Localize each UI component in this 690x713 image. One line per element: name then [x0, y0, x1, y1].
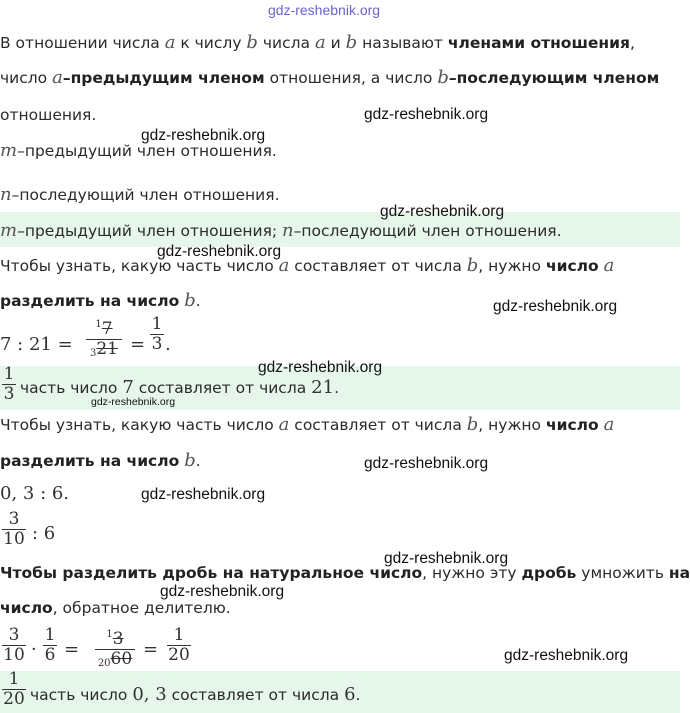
watermark: gdz-reshebnik.org — [258, 359, 383, 376]
watermark: gdz-reshebnik.org — [364, 106, 489, 123]
ex1-end: . — [165, 334, 171, 355]
members-answer: m–предыдущий член отношения; n–последующий член отношения. — [0, 220, 562, 241]
watermark: gdz-reshebnik.org — [160, 583, 285, 600]
ex2-answer-fraction: 1 20 — [3, 669, 25, 709]
watermark: gdz-reshebnik.org — [384, 550, 509, 567]
fraction-rule-line-1: Чтобы разделить дробь на натуральное число, нужно эту дробь умножить на — [0, 564, 690, 582]
watermark: gdz-reshebnik.org — [141, 486, 266, 503]
watermark-small: gdz-reshebnik.org — [91, 396, 176, 408]
ex1-eq: = — [130, 334, 146, 355]
definition-line-1: В отношении числа a к числу b числа a и b называют членами отношения, — [0, 32, 635, 53]
ex1-answer-fraction: 1 3 — [3, 364, 15, 404]
ex2-fraction: 3 10 — [3, 509, 25, 549]
ex2-eq-2: = — [143, 639, 159, 660]
ex1-result-fraction: 1 3 — [151, 314, 163, 354]
member-n-line: n–последующий член отношения. — [0, 184, 280, 205]
ex2-answer: часть число 0, 3 составляет от числа 6. — [30, 684, 361, 705]
watermark: gdz-reshebnik.org — [504, 647, 629, 664]
ex2-expr: 0, 3 : 6. — [0, 483, 70, 504]
ex2-div: : 6 — [32, 523, 56, 544]
watermark: gdz-reshebnik.org — [380, 203, 505, 220]
watermark: gdz-reshebnik.org — [493, 298, 618, 315]
rule-line-1: Чтобы узнать, какую часть число a составляет от числа b, нужно число a — [0, 255, 615, 276]
definition-line-2: число a–предыдущим членом отношения, а число b–последующим членом — [0, 67, 660, 88]
ex2-mul-fraction-1: 3 10 — [3, 625, 25, 665]
watermark: gdz-reshebnik.org — [141, 127, 266, 144]
ex2-result-fraction: 1 20 — [168, 625, 190, 665]
ex2-cancel-fraction: $^1$3 $_{20}$60 — [95, 625, 135, 673]
watermark-top: gdz-reshebnik.org — [268, 2, 381, 18]
fraction-rule-line-2: число, обратное делителю. — [0, 599, 231, 617]
definition-line-3: отношения. — [0, 106, 97, 124]
ex2-eq-1: = — [64, 639, 80, 660]
ex1-answer: часть число 7 составляет от числа 21. — [20, 377, 340, 398]
member-m-line: m–предыдущий член отношения. — [0, 140, 277, 161]
ex1-lhs: 7 : 21 = — [0, 334, 73, 355]
ex2-mul-fraction-2: 1 6 — [44, 625, 56, 665]
watermark: gdz-reshebnik.org — [364, 455, 489, 472]
ex2-dot-operator: · — [31, 639, 37, 660]
rule2-line-1: Чтобы узнать, какую часть число a составляет от числа b, нужно число a — [0, 414, 615, 435]
rule2-line-2: разделить на число b. — [0, 450, 201, 471]
watermark: gdz-reshebnik.org — [157, 243, 282, 260]
rule-line-2: разделить на число b. — [0, 290, 201, 311]
ex1-cancel-fraction: $^1$7 $_3$21 — [86, 315, 122, 363]
